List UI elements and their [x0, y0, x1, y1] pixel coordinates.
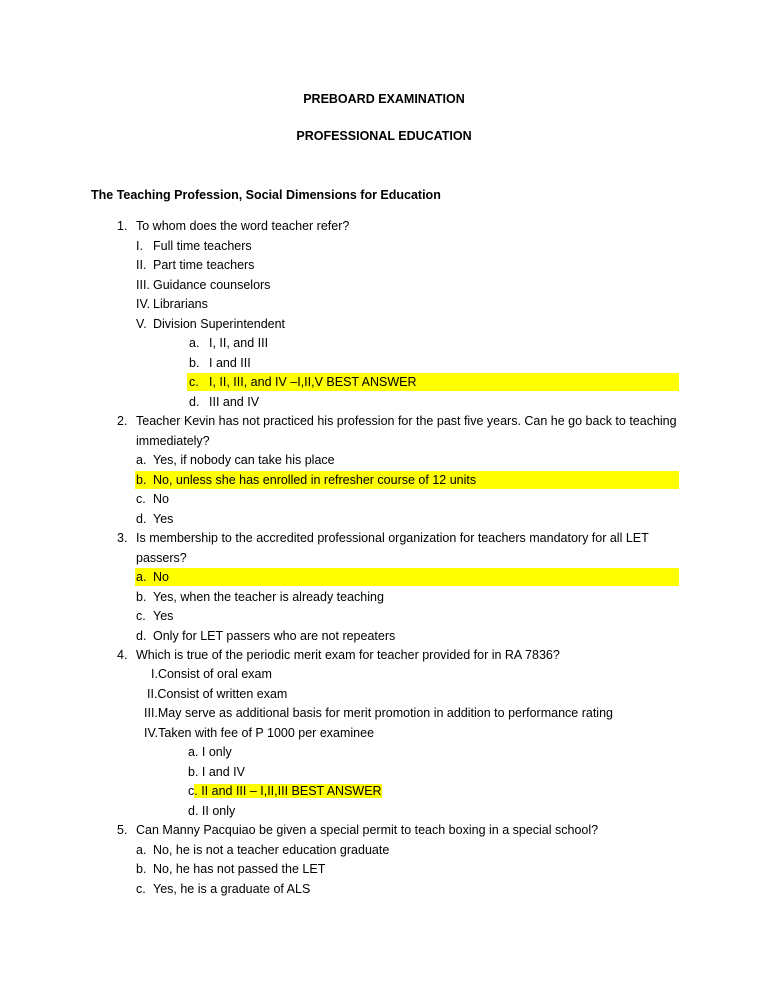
roman-item: Librarians [153, 297, 208, 311]
option-text: Yes, he is a graduate of ALS [153, 882, 311, 896]
section-heading: The Teaching Profession, Social Dimensions for Education [91, 188, 441, 202]
option-text: Yes [153, 512, 174, 526]
option-text: d. II only [188, 804, 236, 818]
option-letter: a. [136, 453, 147, 467]
roman-numeral: I. [136, 239, 143, 253]
option-letter: a. [136, 570, 147, 584]
option-letter: d. [189, 395, 200, 409]
roman-item: Division Superintendent [153, 317, 286, 331]
option-letter: b. [189, 356, 200, 370]
option-text: Only for LET passers who are not repeaters [153, 629, 396, 643]
question-text-continued: immediately? [136, 434, 210, 448]
question-text: Which is true of the periodic merit exam for teacher provided for in RA 7836? [136, 648, 560, 662]
answer-highlight [135, 568, 679, 586]
option-text-correct-row [188, 783, 382, 800]
option-text-correct: No [153, 570, 169, 584]
roman-item: IV.Taken with fee of P 1000 per examinee [144, 726, 375, 740]
option-text: No, he is not a teacher education graduate [153, 843, 390, 857]
option-letter: c. [136, 882, 146, 896]
roman-numeral: III. [136, 278, 150, 292]
option-text: III and IV [209, 395, 260, 409]
option-letter: c [188, 784, 195, 798]
question-number: 1. [117, 219, 128, 233]
option-letter: a. [189, 336, 200, 350]
option-text-correct: . II and III – I,II,III BEST ANSWER [194, 784, 382, 798]
roman-item: III.May serve as additional basis for merit promotion in addition to performance rating [144, 706, 613, 720]
roman-item: Full time teachers [153, 239, 252, 253]
option-letter: b. [136, 862, 147, 876]
question-text-continued: passers? [136, 551, 187, 565]
option-text: b. I and IV [188, 765, 245, 779]
page-title: PREBOARD EXAMINATION [303, 92, 465, 106]
option-text-correct: No, unless she has enrolled in refresher course of 12 units [153, 473, 477, 487]
option-text: Yes, if nobody can take his place [153, 453, 335, 467]
option-letter: d. [136, 629, 147, 643]
option-text: Yes [153, 609, 174, 623]
option-text: a. I only [188, 745, 232, 759]
option-text-correct: I, II, III, and IV –I,II,V BEST ANSWER [209, 375, 417, 389]
option-text: No, he has not passed the LET [153, 862, 326, 876]
question-text: Can Manny Pacquiao be given a special permit to teach boxing in a special school? [136, 823, 599, 837]
question-number: 3. [117, 531, 128, 545]
question-number: 5. [117, 823, 128, 837]
roman-item: I.Consist of oral exam [151, 667, 272, 681]
option-letter: d. [136, 512, 147, 526]
roman-item: Guidance counselors [153, 278, 271, 292]
roman-item: Part time teachers [153, 258, 255, 272]
option-text: I, II, and III [209, 336, 269, 350]
roman-numeral: V. [136, 317, 147, 331]
roman-item: II.Consist of written exam [147, 687, 288, 701]
option-text: No [153, 492, 169, 506]
question-text: Is membership to the accredited professional organization for teachers mandatory for all LET [136, 531, 649, 545]
question-text: To whom does the word teacher refer? [136, 219, 350, 233]
option-letter: c. [136, 609, 146, 623]
option-letter: c. [136, 492, 146, 506]
page-subtitle: PROFESSIONAL EDUCATION [296, 129, 472, 143]
option-letter: b. [136, 473, 147, 487]
question-text: Teacher Kevin has not practiced his profession for the past five years. Can he go back to teaching [136, 414, 677, 428]
question-number: 4. [117, 648, 128, 662]
option-text: I and III [209, 356, 251, 370]
roman-numeral: II. [136, 258, 147, 272]
option-letter: b. [136, 590, 147, 604]
option-text: Yes, when the teacher is already teaching [153, 590, 384, 604]
roman-numeral: IV. [136, 297, 151, 311]
option-letter: c. [189, 375, 199, 389]
option-letter: a. [136, 843, 147, 857]
question-number: 2. [117, 414, 128, 428]
